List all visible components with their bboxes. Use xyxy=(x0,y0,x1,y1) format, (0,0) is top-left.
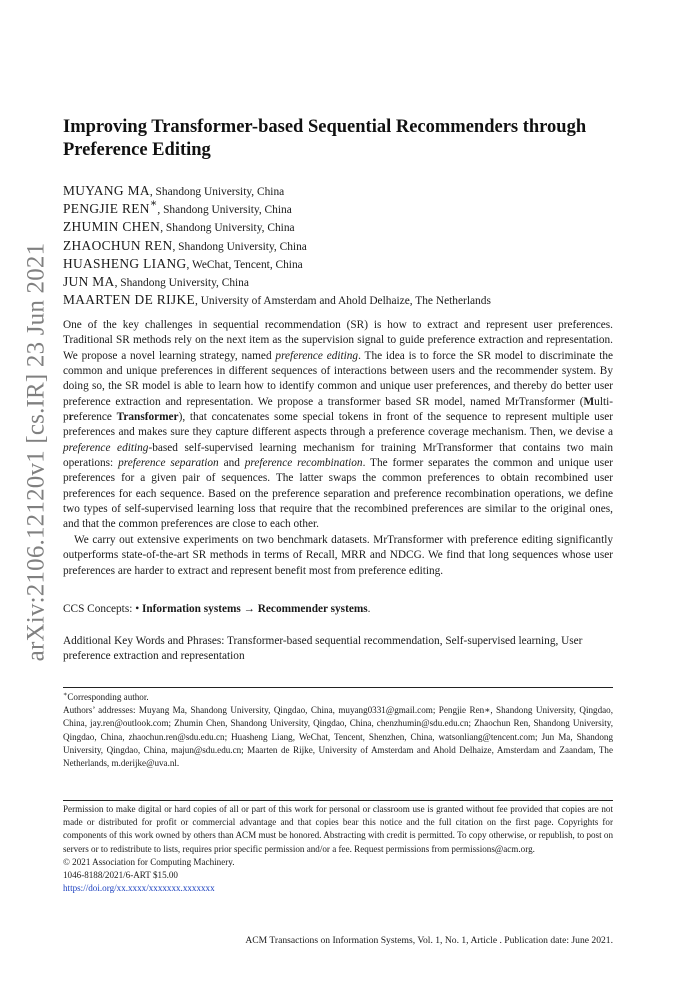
author-addresses xyxy=(63,704,613,770)
footnote-divider xyxy=(63,687,613,688)
keywords-label: Additional Key Words and Phrases: xyxy=(63,635,228,647)
abstract-paragraph-2: We carry out extensive experiments on two benchmark datasets. MrTransformer with preference editing significantly outperforms state-of-the-art SR methods in terms of Recall, MRR and NDCG. We find that long sequences whose user preferences are harder to extract and represent benefit most from preference editing. xyxy=(63,533,613,577)
arxiv-identifier: arXiv:2106.12120v1 [cs.IR] 23 Jun 2021 xyxy=(22,242,50,662)
addresses-label: Authors xyxy=(63,705,93,716)
author-line xyxy=(63,273,613,291)
abstract-paragraph-1 xyxy=(63,318,613,533)
abstract-segment: M xyxy=(583,395,595,408)
corresponding-mark: ∗ xyxy=(63,690,68,698)
doi-link[interactable]: https://doi.org/xx.xxxx/xxxxxxx.xxxxxxx xyxy=(63,883,215,894)
author-affiliation: , Shandong University, China xyxy=(149,186,285,198)
abstract-segment: ), that concatenates some special tokens in front of the sequence to represent multiple user preferences and makes sure they capture different aspects through a preference coverage mechanism. Then, we devise a xyxy=(63,411,613,439)
paper-title: Improving Transformer-based Sequential Recommenders through Preference Editing xyxy=(63,117,587,160)
author-affiliation: , University of Amsterdam and Ahold Delhaize, The Netherlands xyxy=(195,295,491,308)
author-affiliation: , Shandong University, China xyxy=(160,222,295,235)
addresses-mark: ’ xyxy=(92,705,95,716)
abstract-segment: preference editing xyxy=(275,349,359,362)
author-affiliation: , Shandong University, China xyxy=(114,276,249,289)
abstract xyxy=(63,318,613,579)
author-line xyxy=(63,182,613,200)
abstract-segment: . The former separates the common and unique user preferences for a given pair of sequences. The latter swaps the common preferences to obtain recombined user preferences for each sequence. Based on the preference separation and preference recombination operations, we define two types of self-supervised learning loss that require that the recombined preferences are similar to the original ones, and that the common preferences are close to each other. xyxy=(63,457,613,531)
abstract-segment: -based self-supervised learning mechanism for training MrTransformer that contains two main operations: xyxy=(63,441,613,470)
footnotes xyxy=(63,691,613,770)
author-name: HUASHENG LIANG xyxy=(63,255,187,271)
addresses-text: addresses: Muyang Ma, Shandong University, Qingdao, China, muyang0331@gmail.com; Pengjie Ren∗, Shandong University, Qingdao, China, jay.ren@outlook.com; Zhumin Chen, Shandong University, Qingdao, China, chenzhumin@sdu.edu.cn; Zhaochun Ren, Shandong University, Qingdao, China, zhaochun.ren@sdu.edu.cn; Huasheng Liang, WeChat, Tencent, Shenzhen, China, watsonliang@tencent.com; Jun Ma, Shandong University, Qingdao, China, majun@sdu.edu.cn; Maarten de Rijke, University of Amsterdam and Ahold Delhaize, Amsterdam and Zaandam, The Netherlands, m.derijke@uva.nl. xyxy=(63,705,613,769)
ccs-concept: Information systems → Recommender systems xyxy=(141,603,368,615)
author-line xyxy=(63,255,613,273)
permission-block xyxy=(63,803,613,895)
running-footer: ACM Transactions on Information Systems, Vol. 1, No. 1, Article . Publication date: June 2021. xyxy=(245,935,613,946)
ccs-label: CCS Concepts: xyxy=(63,603,136,615)
author-line xyxy=(63,218,613,236)
abstract-segment: and xyxy=(218,457,245,470)
author-affiliation: , Shandong University, China xyxy=(157,204,292,217)
author-line xyxy=(63,237,613,255)
permission-text: Permission to make digital or hard copies of all or part of this work for personal or classroom use is granted without fee provided that copies are not made or distributed for profit or commercial advantage and that copies bear this notice and the full citation on the first page. Copyrights for components of this work owned by others than ACM must be honored. Abstracting with credit is permitted. To copy otherwise, or republish, to post on servers or to redistribute to lists, requires prior specific permission and/or a fee. Request permissions from permissions@acm.org. xyxy=(63,804,613,854)
abstract-segment: preference editing xyxy=(63,441,149,454)
ccs-bullet: • xyxy=(135,603,142,615)
author-name: PENGJIE REN xyxy=(63,201,150,217)
abstract-segment: Transformer xyxy=(116,411,179,424)
keywords-text: Transformer-based sequential recommendation, Self-supervised learning, User preference extraction and representation xyxy=(63,635,583,663)
abstract-segment: r xyxy=(68,411,74,424)
abstract-segment: eference xyxy=(73,411,117,424)
author-affiliation: , WeChat, Tencent, China xyxy=(186,258,303,271)
author-mark: ∗ xyxy=(149,197,158,210)
abstract-segment: ulti-p xyxy=(63,395,613,424)
ccs-end: . xyxy=(367,603,371,615)
author-affiliation: , Shandong University, China xyxy=(172,240,307,253)
author-name: ZHUMIN CHEN xyxy=(63,219,161,235)
issn-line: 1046-8188/2021/6-ART $15.00 xyxy=(63,870,178,881)
abstract-segment: . The idea is to force the SR model to discriminate the common and unique preferences in different sequences of interactions between users and the recommender system. By doing so, the SR model is able to learn how to identify common and unique user preferences, and thereby do better user preference extraction and representation. We propose a transformer based SR model, named MrTransformer ( xyxy=(63,349,613,408)
corresponding-text: Corresponding author. xyxy=(67,692,149,702)
arxiv-side-stamp xyxy=(14,212,58,692)
author-name: JUN MA xyxy=(63,273,115,289)
corresponding-author-note xyxy=(63,691,613,704)
author-line xyxy=(63,291,613,309)
keywords xyxy=(63,634,613,665)
author-name: ZHAOCHUN REN xyxy=(63,237,173,253)
author-name: MUYANG MA xyxy=(63,183,150,198)
abstract-segment: preference recombination xyxy=(244,457,363,470)
permission-divider xyxy=(63,800,613,801)
author-line xyxy=(63,197,613,218)
ccs-concepts xyxy=(63,602,613,617)
author-list xyxy=(63,182,613,309)
author-name: MAARTEN DE RIJKE xyxy=(63,292,195,308)
copyright-line: © 2021 Association for Computing Machinery. xyxy=(63,856,235,867)
abstract-segment: One of the key challenges in sequential recommendation (SR) is how to extract and represent user preferences. Traditional SR methods rely on the next item as the supervision signal to guide preference extraction and representation. We propose a novel learning strategy, named xyxy=(63,319,613,362)
abstract-segment: preference separation xyxy=(118,457,219,470)
